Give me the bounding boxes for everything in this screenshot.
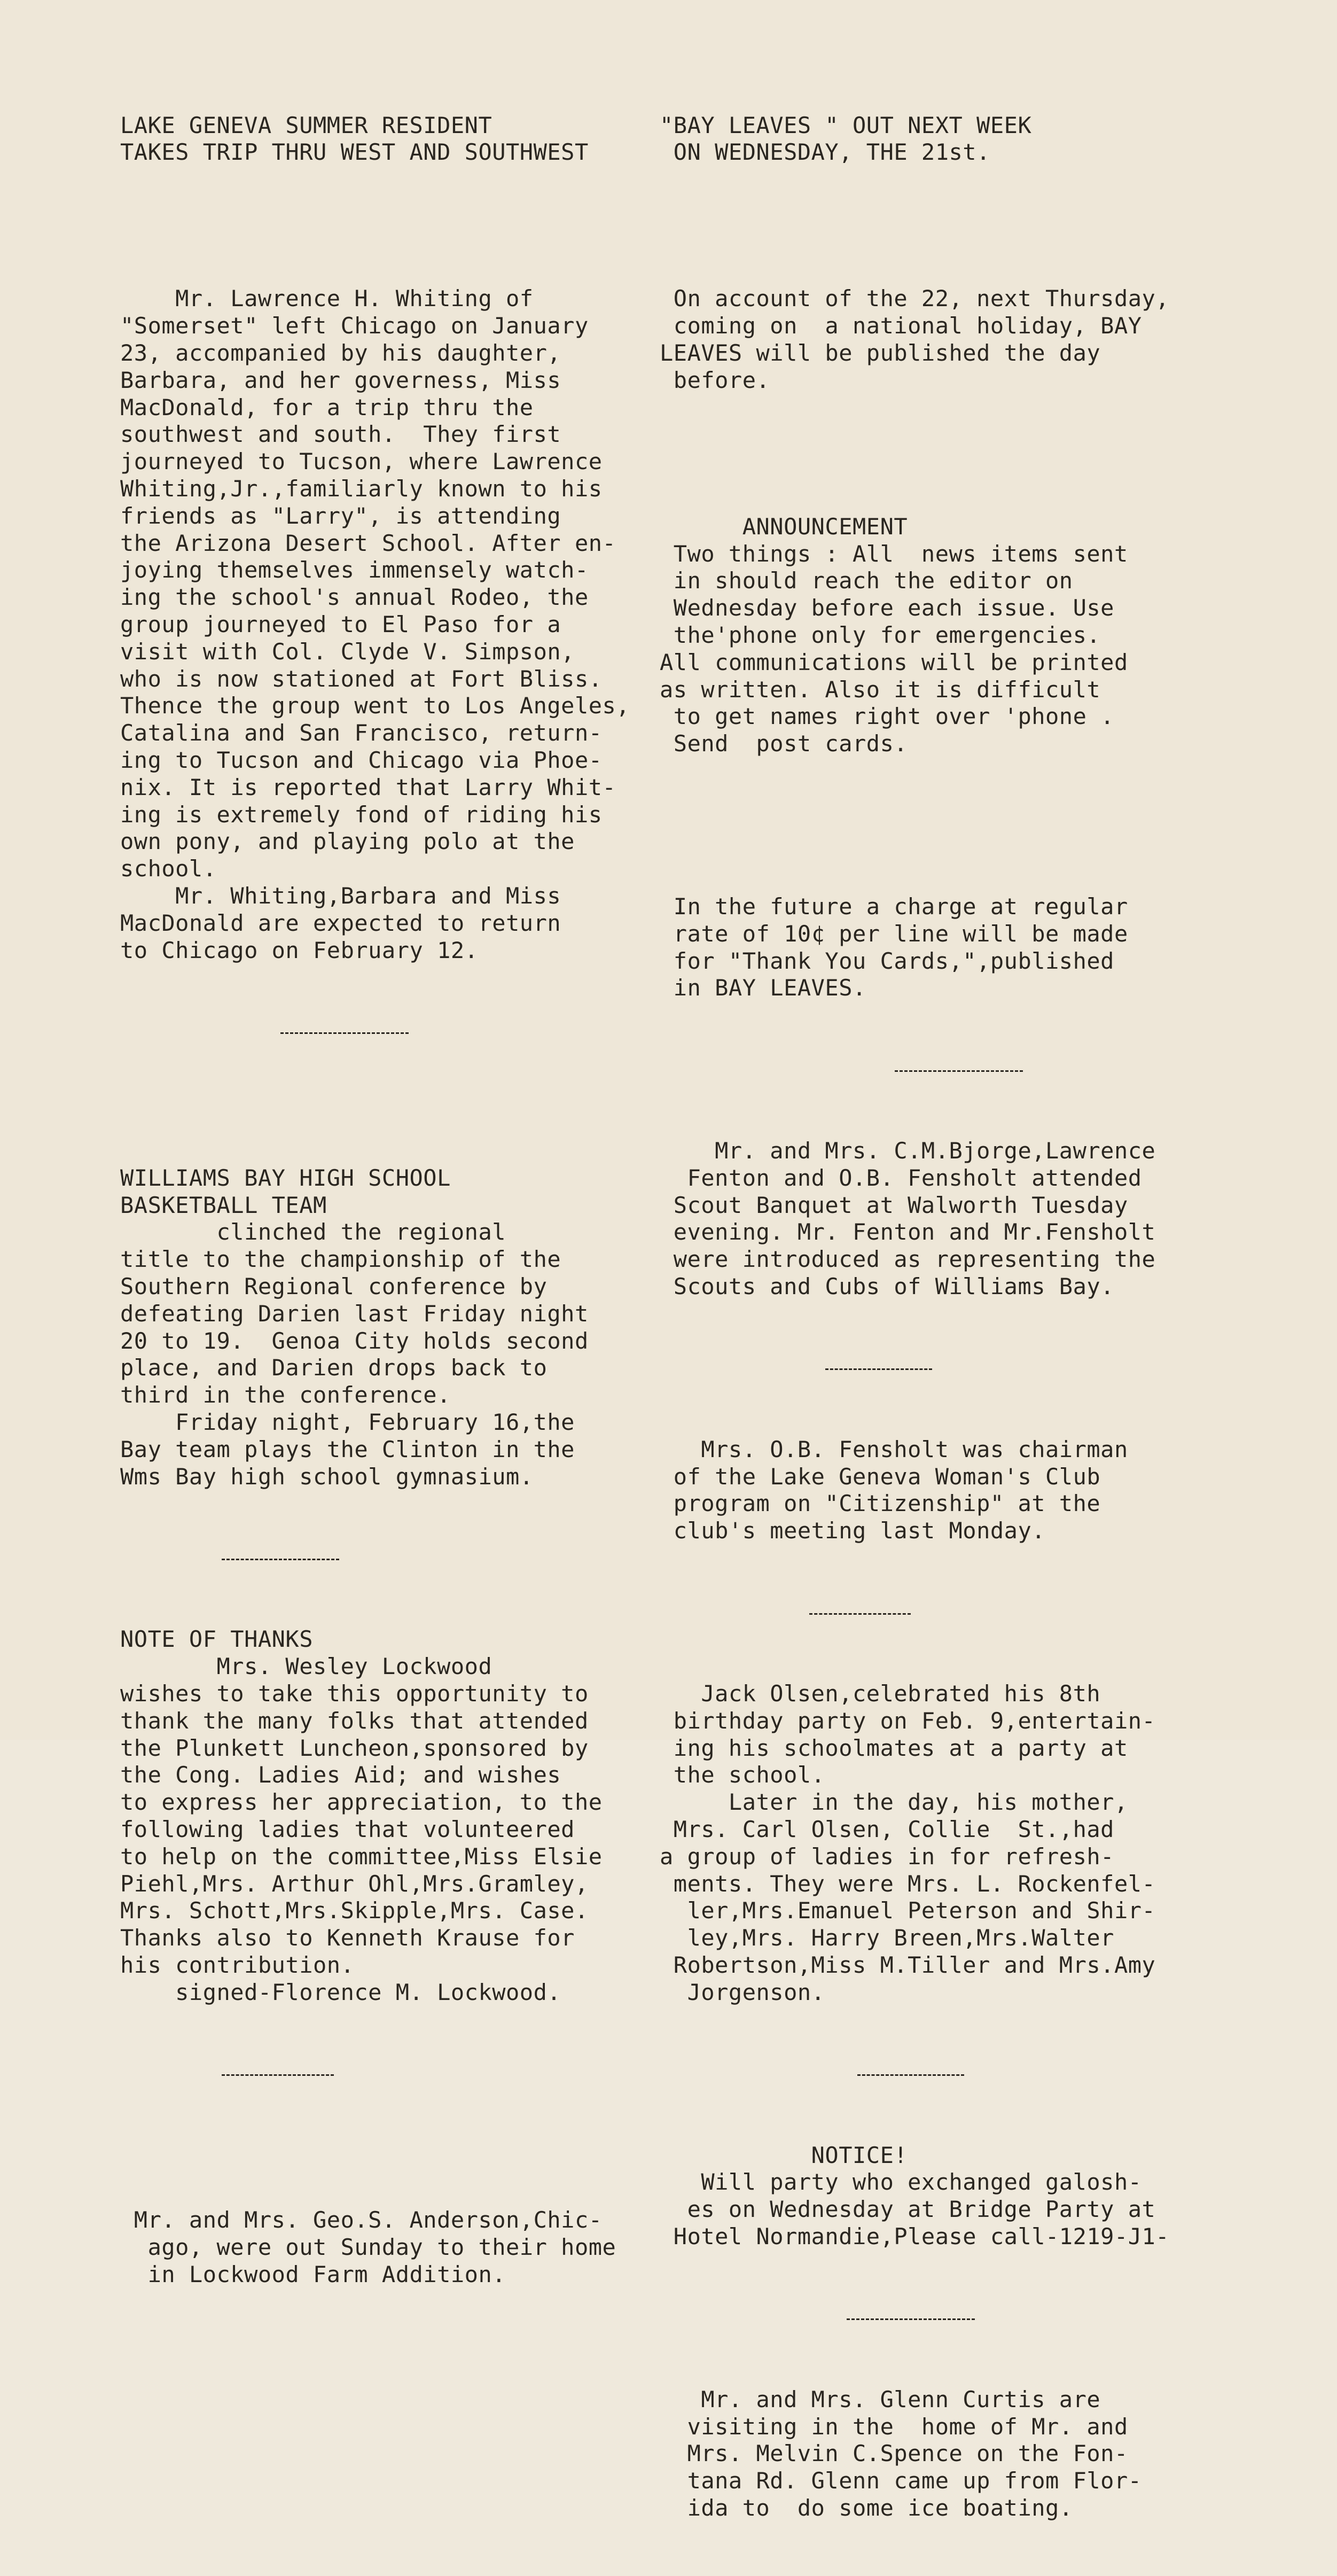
- text-line: Mrs. Wesley Lockwood: [120, 1653, 492, 1680]
- text-line: southwest and south. They first: [120, 421, 561, 448]
- text-line: defeating Darien last Friday night: [120, 1300, 589, 1327]
- text-line: Piehl,Mrs. Arthur Ohl,Mrs.Gramley,: [120, 1870, 589, 1897]
- text-line: Mr. Lawrence H. Whiting of: [120, 285, 534, 312]
- text-line: Whiting,Jr.,familiarly known to his: [120, 475, 603, 502]
- text-line: Thanks also to Kenneth Krause for: [120, 1925, 575, 1951]
- text-line: were introduced as representing the: [660, 1246, 1156, 1273]
- text-line: Mrs. O.B. Fensholt was chairman: [660, 1436, 1128, 1462]
- divider: [660, 1599, 1263, 1626]
- text-line: Catalina and San Francisco, return-: [120, 720, 603, 746]
- text-line: NOTICE!: [660, 2142, 908, 2168]
- divider: [660, 2060, 1263, 2088]
- fensholt-story: [660, 1436, 1263, 1545]
- text-line: thank the many folks that attended: [120, 1707, 589, 1734]
- text-line: Hotel Normandie,Please call-1219-J1-: [660, 2223, 1170, 2250]
- text-line: Mrs. Carl Olsen, Collie St.,had: [660, 1816, 1114, 1842]
- text-line: to Chicago on February 12.: [120, 937, 479, 963]
- text-line: place, and Darien drops back to: [120, 1355, 548, 1381]
- text-line: Will party who exchanged galosh-: [660, 2169, 1142, 2196]
- anderson-story: [120, 2207, 676, 2288]
- text-line: in should reach the editor on: [660, 567, 1073, 594]
- text-line: own pony, and playing polo at the: [120, 828, 575, 855]
- text-line: Bay team plays the Clinton in the: [120, 1436, 575, 1462]
- text-line: 23, accompanied by his daughter,: [120, 339, 561, 366]
- text-line: joying themselves immensely watch-: [120, 557, 589, 583]
- text-line: ing his schoolmates at a party at: [660, 1734, 1128, 1761]
- text-line: wishes to take this opportunity to: [120, 1680, 589, 1707]
- text-line: in BAY LEAVES.: [660, 975, 866, 1001]
- text-line: journeyed to Tucson, where Lawrence: [120, 448, 603, 475]
- text-line: WILLIAMS BAY HIGH SCHOOL: [120, 1164, 451, 1191]
- text-line: LEAVES will be published the day: [660, 339, 1101, 366]
- text-line: visit with Col. Clyde V. Simpson,: [120, 638, 575, 665]
- bjorge-story: [660, 1138, 1263, 1301]
- text-line: program on "Citizenship" at the: [660, 1490, 1101, 1517]
- basketball-story: [120, 1165, 676, 1491]
- text-line: group journeyed to El Paso for a: [120, 611, 561, 637]
- text-line: nix. It is reported that Larry Whit-: [120, 774, 616, 800]
- text-line: a group of ladies in for refresh-: [660, 1843, 1114, 1870]
- curtis-story: [660, 2386, 1263, 2522]
- text-line: Robertson,Miss M.Tiller and Mrs.Amy: [660, 1951, 1156, 1978]
- text-line: Mr. and Mrs. Glenn Curtis are: [660, 2386, 1101, 2412]
- text-line: ago, were out Sunday to their home: [120, 2233, 616, 2260]
- text-line: Scout Banquet at Walworth Tuesday: [660, 1192, 1128, 1218]
- text-line: tana Rd. Glenn came up from Flor-: [660, 2468, 1142, 2494]
- divider: [120, 1018, 676, 1046]
- text-line: "Somerset" left Chicago on January: [120, 313, 589, 339]
- text-line: TAKES TRIP THRU WEST AND SOUTHWEST: [120, 139, 589, 166]
- text-line: who is now stationed at Fort Bliss.: [120, 665, 603, 692]
- text-line: friends as "Larry", is attending: [120, 502, 561, 529]
- text-line: MacDonald are expected to return: [120, 909, 561, 936]
- text-line: the Cong. Ladies Aid; and wishes: [120, 1762, 561, 1788]
- divider: [660, 1355, 1263, 1382]
- text-line: school.: [120, 855, 217, 882]
- divider: [120, 1545, 676, 1572]
- text-line: Fenton and O.B. Fensholt attended: [660, 1164, 1142, 1191]
- text-line: Mr. Whiting,Barbara and Miss: [120, 882, 561, 909]
- text-line: his contribution.: [120, 1951, 355, 1978]
- left-column: [120, 58, 676, 2342]
- text-line: ida to do some ice boating.: [660, 2494, 1073, 2521]
- text-line: ANNOUNCEMENT: [660, 513, 908, 540]
- text-line: signed-Florence M. Lockwood.: [120, 1979, 561, 2005]
- bay-leaves-story: [660, 285, 1263, 394]
- text-line: 20 to 19. Genoa City holds second: [120, 1327, 589, 1354]
- text-line: Southern Regional conference by: [120, 1273, 548, 1300]
- notice-story: [660, 2142, 1263, 2251]
- right-column: [660, 58, 1263, 2576]
- text-line: to help on the committee,Miss Elsie: [120, 1843, 603, 1870]
- text-line: as written. Also it is difficult: [660, 676, 1101, 703]
- text-line: MacDonald, for a trip thru the: [120, 394, 534, 421]
- text-line: the school.: [660, 1762, 825, 1788]
- text-line: All communications will be printed: [660, 649, 1128, 675]
- text-line: Send post cards.: [660, 730, 908, 757]
- text-line: ler,Mrs.Emanuel Peterson and Shir-: [660, 1897, 1156, 1924]
- text-line: Jack Olsen,celebrated his 8th: [660, 1680, 1101, 1707]
- text-line: ing the school's annual Rodeo, the: [120, 584, 589, 611]
- text-line: clinched the regional: [120, 1219, 506, 1246]
- text-line: birthday party on Feb. 9,entertain-: [660, 1707, 1156, 1734]
- text-line: LAKE GENEVA SUMMER RESIDENT: [120, 112, 492, 138]
- text-line: club's meeting last Monday.: [660, 1517, 1046, 1544]
- text-line: ley,Mrs. Harry Breen,Mrs.Walter: [660, 1925, 1114, 1951]
- text-line: the Plunkett Luncheon,sponsored by: [120, 1734, 589, 1761]
- text-line: Mrs. Melvin C.Spence on the Fon-: [660, 2440, 1128, 2467]
- text-line: to get names right over 'phone .: [660, 703, 1114, 730]
- text-line: following ladies that volunteered: [120, 1816, 575, 1842]
- text-line: the'phone only for emergencies.: [660, 621, 1101, 648]
- text-line: third in the conference.: [120, 1382, 451, 1408]
- text-line: Later in the day, his mother,: [660, 1789, 1128, 1816]
- text-line: before.: [660, 367, 770, 393]
- text-line: coming on a national holiday, BAY: [660, 313, 1142, 339]
- text-line: "BAY LEAVES " OUT NEXT WEEK: [660, 112, 1032, 138]
- text-line: On account of the 22, next Thursday,: [660, 285, 1170, 312]
- text-line: es on Wednesday at Bridge Party at: [660, 2196, 1156, 2223]
- text-line: ing is extremely fond of riding his: [120, 801, 603, 828]
- announcement-story: [660, 513, 1263, 758]
- text-line: Two things : All news items sent: [660, 540, 1128, 567]
- olsen-story: [660, 1680, 1263, 2006]
- charge-story: [660, 893, 1263, 1002]
- text-line: Wms Bay high school gymnasium.: [120, 1463, 534, 1490]
- text-line: Friday night, February 16,the: [120, 1409, 575, 1436]
- text-line: Mr. and Mrs. C.M.Bjorge,Lawrence: [660, 1138, 1156, 1164]
- text-line: Jorgenson.: [660, 1979, 825, 2005]
- text-line: ON WEDNESDAY, THE 21st.: [660, 139, 990, 166]
- headline-whiting: [120, 112, 676, 167]
- text-line: Barbara, and her governess, Miss: [120, 367, 561, 393]
- text-line: Mr. and Mrs. Geo.S. Anderson,Chic-: [120, 2207, 603, 2233]
- text-line: of the Lake Geneva Woman's Club: [660, 1463, 1101, 1490]
- text-line: ing to Tucson and Chicago via Phoe-: [120, 746, 603, 773]
- divider: [660, 1056, 1263, 1084]
- text-line: evening. Mr. Fenton and Mr.Fensholt: [660, 1219, 1156, 1246]
- text-line: title to the championship of the: [120, 1246, 561, 1273]
- text-line: Scouts and Cubs of Williams Bay.: [660, 1273, 1114, 1300]
- text-line: the Arizona Desert School. After en-: [120, 530, 616, 556]
- text-line: to express her appreciation, to the: [120, 1789, 603, 1816]
- text-line: Wednesday before each issue. Use: [660, 595, 1114, 621]
- text-line: visiting in the home of Mr. and: [660, 2413, 1128, 2440]
- divider: [660, 2305, 1263, 2332]
- note-of-thanks: [120, 1626, 676, 2006]
- headline-bay-leaves: [660, 112, 1263, 167]
- text-line: In the future a charge at regular: [660, 893, 1128, 920]
- text-line: for "Thank You Cards,",published: [660, 947, 1114, 974]
- whiting-story: [120, 285, 676, 964]
- text-line: Mrs. Schott,Mrs.Skipple,Mrs. Case.: [120, 1897, 589, 1924]
- text-line: BASKETBALL TEAM: [120, 1192, 327, 1218]
- text-line: in Lockwood Farm Addition.: [120, 2261, 506, 2287]
- text-line: Thence the group went to Los Angeles,: [120, 692, 630, 719]
- text-line: NOTE OF THANKS: [120, 1626, 314, 1653]
- text-line: rate of 10¢ per line will be made: [660, 920, 1128, 947]
- divider: [120, 2060, 676, 2088]
- text-line: ments. They were Mrs. L. Rockenfel-: [660, 1870, 1156, 1897]
